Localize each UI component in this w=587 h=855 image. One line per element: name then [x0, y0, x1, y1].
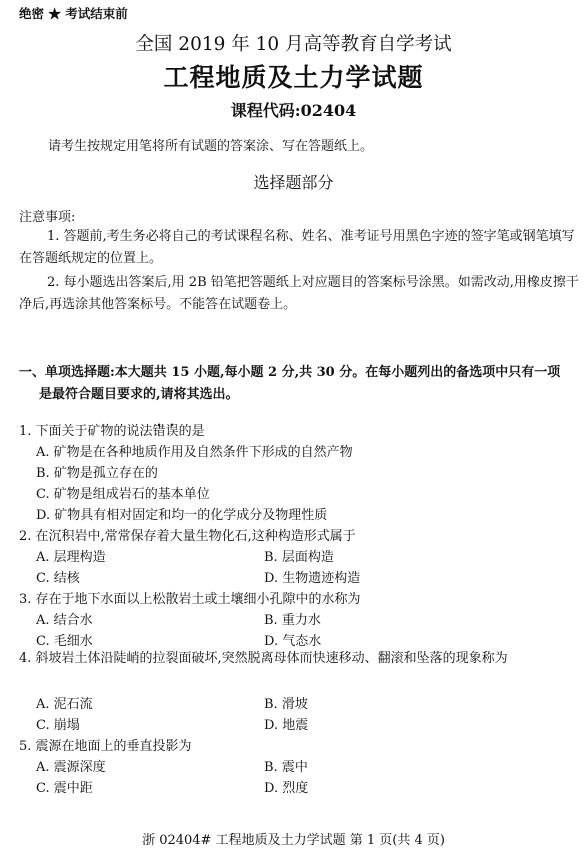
- exam-title: 全国 2019 年 10 月高等教育自学考试: [135, 34, 452, 55]
- option: C. 震中距: [36, 781, 93, 796]
- part-title: 一、单项选择题:本大题共 15 小题,每小题 2 分,共 30 分。在每小题列出的备选项中只有一项是最符合题目要求的,请将其选出。: [19, 365, 561, 402]
- option: D. 地震: [264, 718, 309, 733]
- paper-title: 工程地质及土力学试题: [163, 63, 424, 92]
- option: A. 泥石流: [36, 697, 93, 712]
- section-heading: 选择题部分: [253, 173, 334, 192]
- option: D. 矿物具有相对固定和均一的化学成分及物理性质: [36, 508, 328, 523]
- option: B. 层面构造: [264, 550, 334, 565]
- option: C. 毛细水: [36, 634, 93, 649]
- course-code: 课程代码:02404: [230, 101, 357, 120]
- option: C. 结核: [36, 571, 80, 586]
- emphasis-char: 误: [165, 424, 179, 439]
- option: B. 震中: [264, 760, 308, 775]
- option: C. 崩塌: [36, 718, 80, 733]
- notice-item: 1. 答题前,考生务必将自己的考试课程名称、姓名、准考证号用黑色字迹的签字笔或钢笔填写在答题纸规定的位置上。: [19, 229, 575, 266]
- option: B. 矿物是孤立存在的: [36, 466, 158, 481]
- option: A. 层理构造: [36, 550, 106, 565]
- option: B. 滑坡: [264, 697, 308, 712]
- emphasis-char: 错: [152, 424, 166, 439]
- question-3-stem: 3. 存在于地下水面以上松散岩土或土壤细小孔隙中的水称为: [19, 592, 361, 607]
- notice-item: 2. 每小题选出答案后,用 2B 铅笔把答题纸上对应题目的答案标号涂黑。如需改动,用橡皮擦干净后,再选涂其他答案标号。不能答在试题卷上。: [19, 275, 579, 312]
- option: C. 矿物是组成岩石的基本单位: [36, 487, 210, 502]
- option: A. 结合水: [36, 613, 93, 628]
- option: D. 气态水: [264, 634, 322, 649]
- page-footer: 浙 02404# 工程地质及土力学试题 第 1 页(共 4 页): [142, 833, 445, 848]
- option: A. 震源深度: [36, 760, 106, 775]
- notice-heading: 注意事项:: [19, 210, 76, 225]
- question-1-stem: [19, 420, 205, 439]
- question-5-stem: 5. 震源在地面上的垂直投影为: [19, 739, 192, 754]
- confidential-label: 绝密 ★ 考试结束前: [19, 6, 128, 21]
- option: D. 烈度: [264, 781, 309, 796]
- question-1-stem-end: 的是: [178, 424, 205, 439]
- option: D. 生物遗迹构造: [264, 571, 361, 586]
- question-2-stem: 2. 在沉积岩中,常常保存着大量生物化石,这种构造形式属于: [19, 529, 356, 544]
- question-1-stem-text: 1. 下面关于矿物的说法: [19, 424, 153, 439]
- general-instruction: 请考生按规定用笔将所有试题的答案涂、写在答题纸上。: [48, 139, 374, 154]
- option: A. 矿物是在各种地质作用及自然条件下形成的自然产物: [36, 445, 353, 460]
- option: B. 重力水: [264, 613, 321, 628]
- question-4-stem: 4. 斜坡岩土体沿陡峭的拉裂面破坏,突然脱离母体而快速移动、翻滚和坠落的现象称为: [19, 651, 508, 666]
